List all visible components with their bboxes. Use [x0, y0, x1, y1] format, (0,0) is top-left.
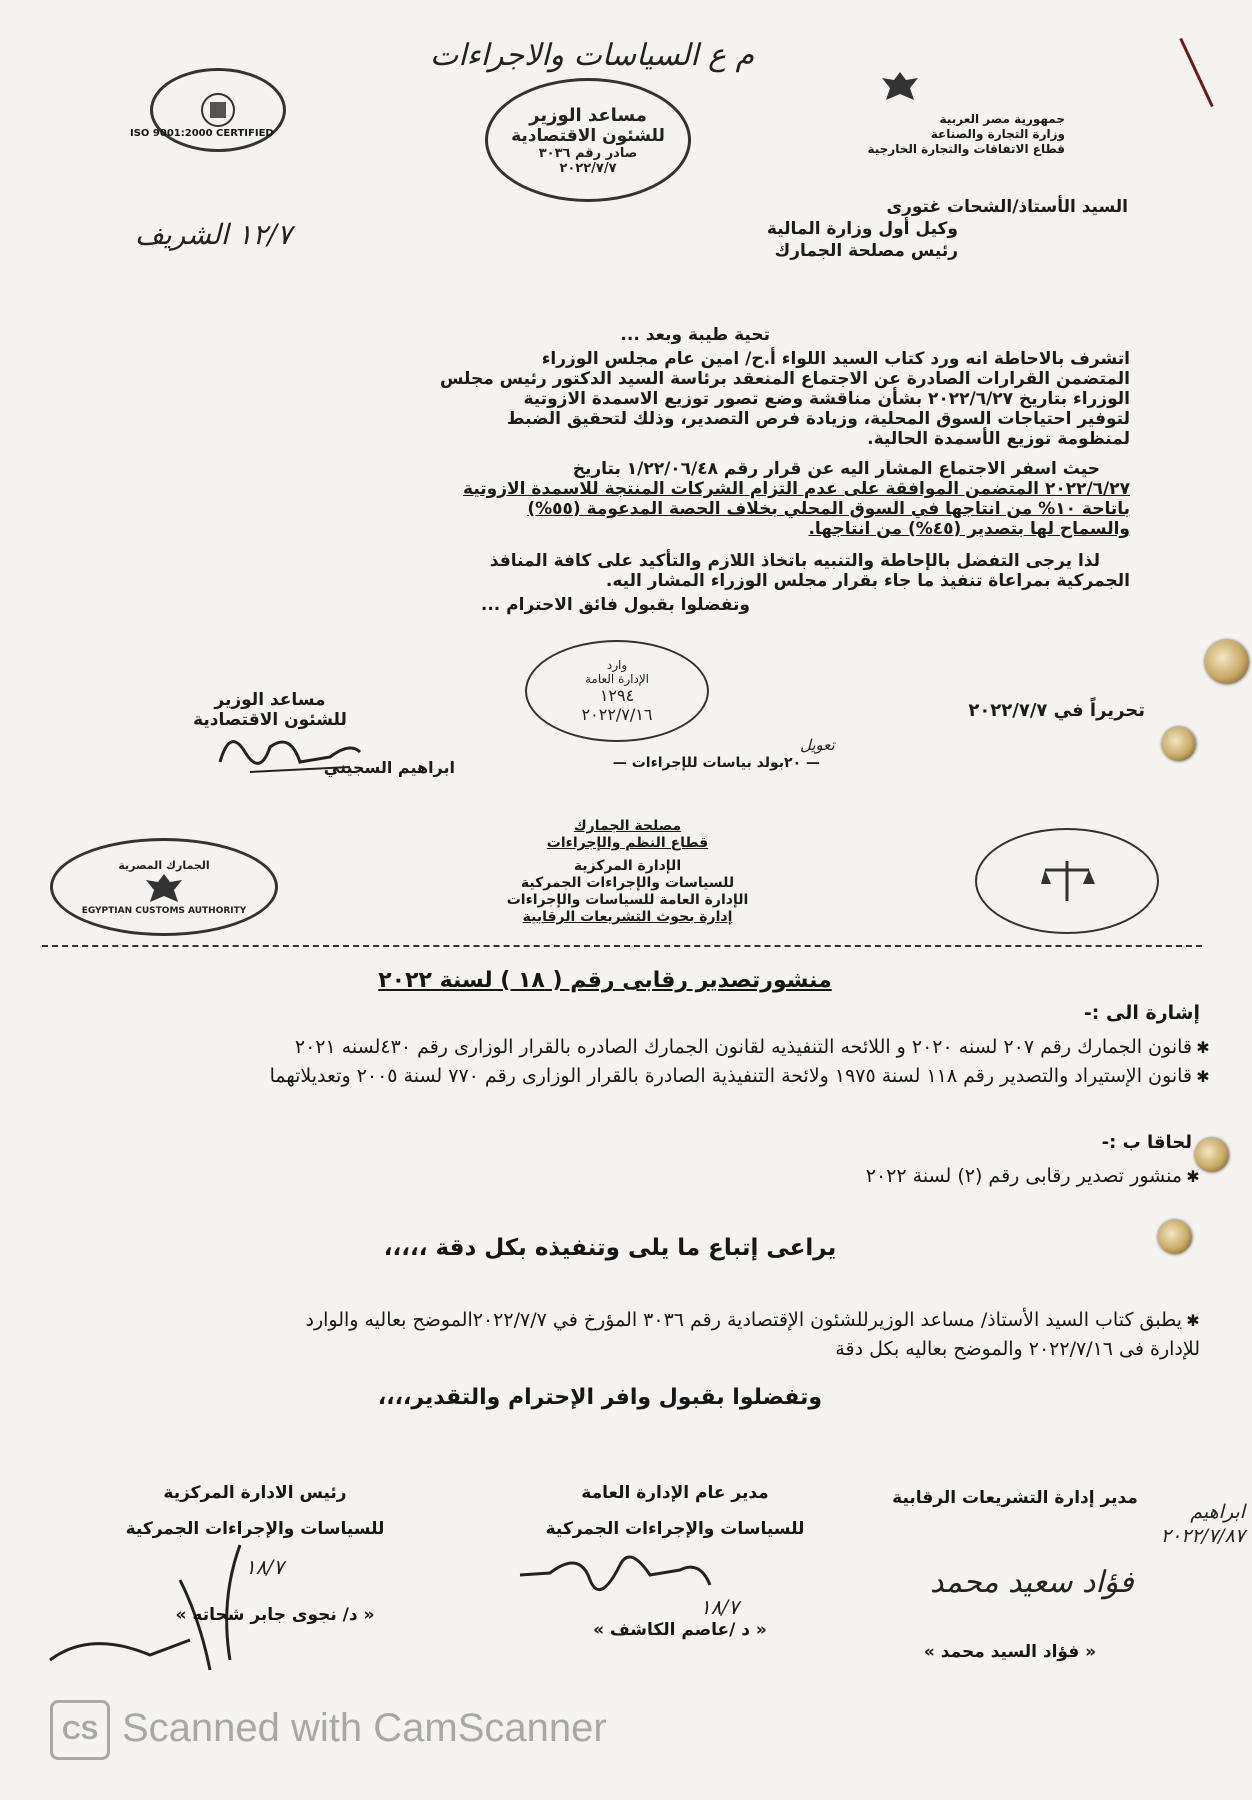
- circular-closing: وتفضلوا بقبول وافر الإحترام والتقدير،،،،: [377, 1385, 823, 1410]
- punch-hole: [1195, 1138, 1229, 1172]
- corner-handwritten-note: ابراهيم ٢٠٢٢/٧/٨٧: [1160, 1501, 1245, 1547]
- letter-body: [140, 325, 1130, 615]
- reference-label: إشارة الى :-: [1083, 1002, 1200, 1024]
- eagle-emblem-icon: [880, 70, 920, 106]
- addressee-title: وكيل أول وزارة المالية: [766, 219, 958, 239]
- camscanner-logo-icon: CS: [50, 1700, 110, 1760]
- emblem-icon: [188, 90, 248, 130]
- stamp-line: للشئون الاقتصادية: [511, 125, 665, 146]
- signature-block-general: [520, 1475, 830, 1547]
- stamp-line: مساعد الوزير: [529, 104, 647, 126]
- signature-title: للسياسات والإجراءات الجمركية: [545, 1519, 805, 1539]
- paragraph-line: لتوفير احتياجات السوق المحلية، وزيادة فرص التصدير، وذلك لتحقيق الضبط: [506, 409, 1130, 429]
- greeting: تحية طيبة وبعد ...: [620, 325, 770, 345]
- addressee-name: السيد الأستاذ/الشحات غتورى: [886, 197, 1128, 217]
- scales-icon: [1037, 856, 1097, 906]
- addressee-role: رئيس مصلحة الجمارك: [774, 241, 958, 261]
- signature-title: مدير عام الإدارة العامة: [581, 1483, 769, 1503]
- handwritten-date-note: تعويل: [800, 736, 835, 754]
- reference-item: [70, 1035, 1210, 1060]
- logo-english-text: EGYPTIAN CUSTOMS AUTHORITY: [81, 905, 247, 916]
- ministry-header: [780, 112, 1065, 157]
- reference-text: قانون الإستيراد والتصدير رقم ١١٨ لسنة ١٩٧٥ ولائحة التنفيذية الصادرة بالقرار الوزارى رقم ٧٧٠ لسنة ٢٠٠٥ وتعديلاتهما: [269, 1065, 1192, 1087]
- paragraph-line: اتشرف بالاحاطة انه ورد كتاب السيد اللواء أ.ح/ امين عام مجلس الوزراء: [541, 349, 1130, 369]
- handwritten-date-central: ١٨/٧: [245, 1555, 284, 1579]
- signature-title: رئيس الادارة المركزية: [163, 1483, 347, 1503]
- paragraph-line: لذا يرجى التفضل بالإحاطة والتنبيه باتخاذ اللازم والتأكيد على كافة المنافذ: [489, 551, 1100, 571]
- received-stamp: [525, 640, 709, 742]
- handwritten-date-general: ١٨/٧: [700, 1595, 739, 1619]
- customs-scales-logo: [975, 828, 1159, 934]
- signer-title: مساعد الوزير: [214, 690, 326, 710]
- handwritten-addressee-note: ١٢/٧ الشريف: [135, 218, 292, 251]
- body-text: يطبق كتاب السيد الأستاذ/ مساعد الوزيرللشئون الإقتصادية رقم ٣٠٣٦ المؤرخ في ٢٠٢٢/٧/٧الموضح بعاليه والوارد: [305, 1309, 1182, 1331]
- followup-label: لحاقا ب :-: [1101, 1132, 1192, 1153]
- paragraph-line: والسماح لها بتصدير (٤٥%) من انتاجها.: [808, 519, 1130, 539]
- cc-line: — ٢٠بولد بياسات للإجراءات —: [612, 755, 820, 771]
- stamp-line: ٢٠٢٢/٧/١٦: [581, 705, 653, 724]
- stamp-line: الإدارة العامة: [584, 672, 650, 686]
- signer-name: ابراهيم السجيني: [323, 758, 455, 777]
- stamp-line: وارد: [606, 658, 628, 672]
- stamp-line: صادر رقم ٣٠٣٦: [538, 145, 638, 161]
- punch-hole: [1205, 640, 1249, 684]
- paragraph-line: الوزراء بتاريخ ٢٠٢٢/٦/٢٧ بشأن مناقشة وضع تصور توزيع الاسمدة الازوتية: [523, 389, 1130, 409]
- camscanner-watermark: Scanned with CamScanner: [122, 1706, 607, 1750]
- paragraph-line: لمنظومة توزيع الأسمدة الحالية.: [867, 429, 1130, 449]
- customs-department-block: [455, 818, 800, 926]
- section-divider: [42, 945, 1202, 947]
- logo-arabic-text: الجمارك المصرية: [118, 858, 210, 872]
- circular-title: منشورتصدير رقابى رقم ( ١٨ ) لسنة ٢٠٢٢: [378, 968, 832, 993]
- signature-name-central: « د/ نجوى جابر شحاته »: [175, 1605, 375, 1625]
- handwritten-signature-regulatory: فؤاد سعيد محمد: [930, 1565, 1134, 1600]
- pen-mark: [1179, 38, 1213, 107]
- signature-block-regulatory: [870, 1488, 1160, 1508]
- followup-item: [500, 1164, 1200, 1189]
- punch-hole: [1162, 727, 1196, 761]
- customs-dept: الإدارة العامة للسياسات والإجراءات: [506, 892, 749, 908]
- paragraph-line: حيث اسفر الاجتماع المشار اليه عن قرار رقم ١/٢٢/٠٦/٤٨ بتاريخ: [572, 459, 1100, 479]
- customs-dept: الإدارة المركزية: [573, 858, 682, 874]
- followup-text: منشور تصدير رقابى رقم (٢) لسنة ٢٠٢٢: [865, 1165, 1182, 1187]
- paragraph-line: ٢٠٢٢/٦/٢٧ المتضمن الموافقة على عدم التزام الشركات المنتجة للاسمدة الازوتية: [463, 479, 1130, 499]
- addressee-block: [500, 196, 1128, 262]
- customs-dept: للسياسات والإجراءات الجمركية: [520, 875, 735, 891]
- stamp-line: ١٢٩٤: [599, 686, 635, 705]
- customs-dept: إدارة بحوث التشريعات الرقابية: [522, 909, 733, 925]
- iso-label: ISO 9001:2000 CERTIFIED: [130, 128, 274, 139]
- ministry-logo: [150, 68, 286, 152]
- instruction-line: يراعى إتباع ما يلى وتنفيذه بكل دقة ،،،،،: [383, 1235, 837, 1261]
- circular-body: [30, 1308, 1200, 1361]
- signature-name-regulatory: « فؤاد السيد محمد »: [923, 1642, 1097, 1662]
- ministry-line: قطاع الاتفاقات والتجارة الخارجية: [867, 142, 1065, 156]
- signer-title: للشئون الاقتصادية: [193, 710, 347, 730]
- body-line: للإدارة فى ٢٠٢٢/٧/١٦ والموضح بعاليه بكل دقة: [835, 1338, 1200, 1360]
- paragraph-line: الجمركية بمراعاة تنفيذ ما جاء بقرار مجلس الوزراء المشار اليه.: [605, 571, 1130, 591]
- handwritten-routing-note: م ع السياسات والاجراءات: [430, 38, 755, 73]
- paragraph-line: باتاحة ١٠% من انتاجها في السوق المحلي بخلاف الحصة المدعومة (٥٥%): [527, 499, 1130, 519]
- paragraph-line: المتضمن القرارات الصادرة عن الاجتماع المنعقد برئاسة السيد الدكتور رئيس مجلس: [439, 369, 1130, 389]
- signature-block-central: [100, 1475, 410, 1547]
- paragraph-2: [140, 459, 1130, 539]
- customs-authority: مصلحة الجمارك: [573, 818, 682, 834]
- punch-hole: [1158, 1220, 1192, 1254]
- ministry-line: جمهورية مصر العربية: [939, 112, 1065, 126]
- body-line: [30, 1308, 1200, 1333]
- paragraph-1: [140, 349, 1130, 449]
- reference-text: قانون الجمارك رقم ٢٠٧ لسنه ٢٠٢٠ و اللائحه التنفيذيه لقانون الجمارك الصادره بالقرار الوزارى رقم ٤٣٠لسنه ٢٠٢١: [294, 1036, 1192, 1058]
- stamp-line: ٢٠٢٢/٧/٧: [559, 160, 617, 176]
- date-line: تحريراً في ٢٠٢٢/٧/٧: [968, 700, 1145, 721]
- asterisk-bullet-icon: ✱: [1196, 1038, 1210, 1057]
- paragraph-3: [140, 551, 1130, 591]
- ministry-line: وزارة التجارة والصناعة: [930, 127, 1065, 141]
- asterisk-bullet-icon: ✱: [1186, 1167, 1200, 1186]
- customs-sector: قطاع النظم والإجراءات: [546, 835, 709, 851]
- customs-eagle-icon: [144, 872, 184, 906]
- signature-name-general: « د /عاصم الكاشف »: [593, 1620, 767, 1640]
- egyptian-customs-logo: [50, 838, 278, 936]
- letter-closing: وتفضلوا بقبول فائق الاحترام ...: [480, 595, 750, 615]
- signature-title: للسياسات والإجراءات الجمركية: [125, 1519, 385, 1539]
- reference-item: [70, 1064, 1210, 1089]
- economic-affairs-stamp: [485, 78, 691, 202]
- signature-title: مدير إدارة التشريعات الرقابية: [892, 1488, 1138, 1508]
- asterisk-bullet-icon: ✱: [1196, 1067, 1210, 1086]
- asterisk-bullet-icon: ✱: [1186, 1311, 1200, 1330]
